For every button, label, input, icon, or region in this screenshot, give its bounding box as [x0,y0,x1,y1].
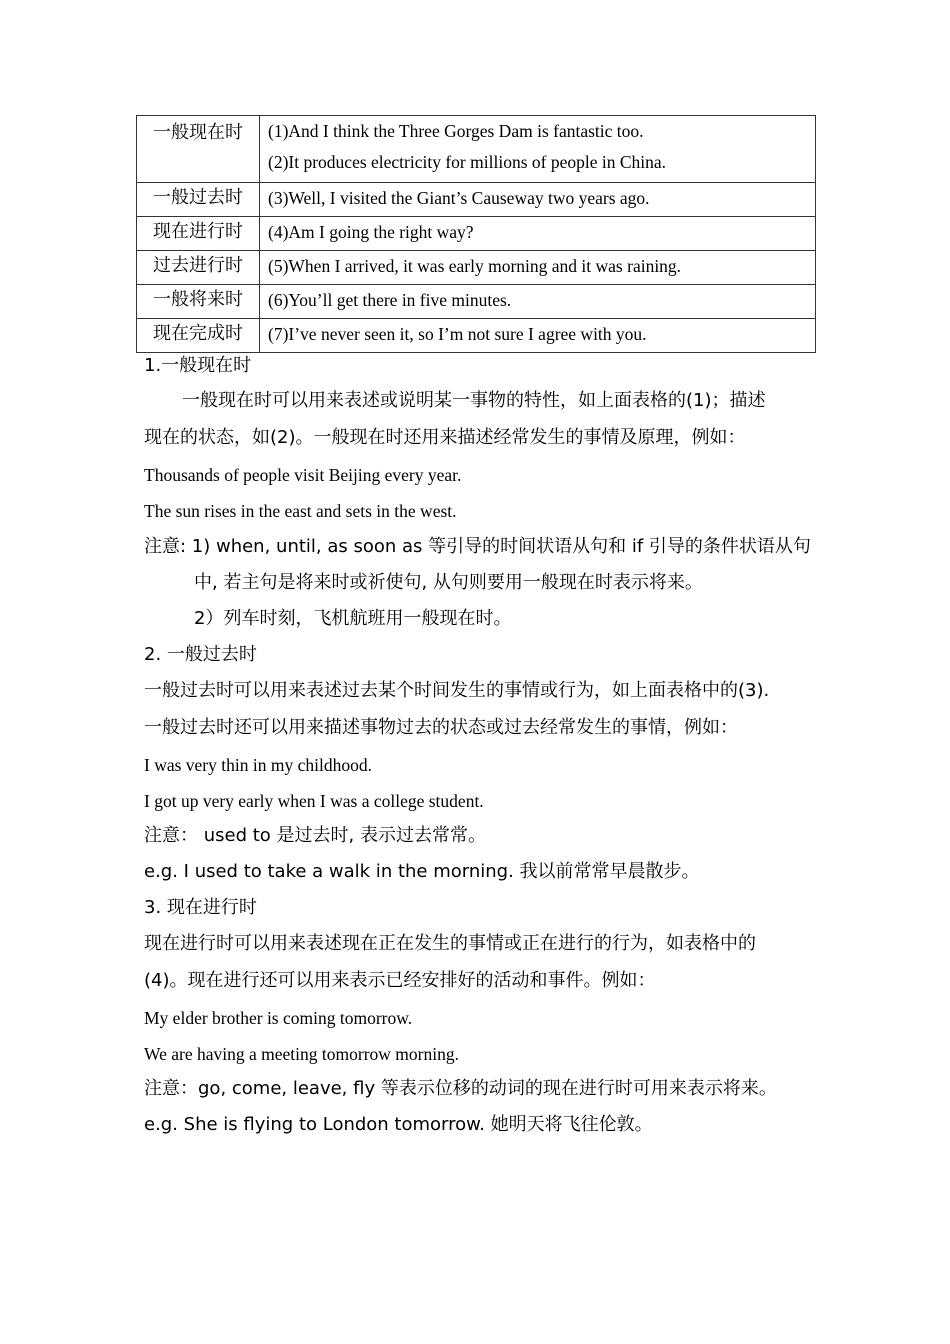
example-sentence: e.g. I used to take a walk in the morning. 我以前常常早晨散步。 [144,861,700,882]
example-sentence: The sun rises in the east and sets in the west. [144,501,457,521]
table-row [137,251,816,285]
tense-cell: 一般将来时 [137,285,260,319]
tense-cell: 一般现在时 [137,116,260,183]
example-sentence: We are having a meeting tomorrow morning. [144,1044,459,1064]
section-heading: 1.一般现在时 [144,355,252,376]
tense-cell: 过去进行时 [137,251,260,285]
table-row [137,183,816,217]
example-sentence: My elder brother is coming tomorrow. [144,1008,413,1028]
paragraph-line: 一般过去时可以用来表述过去某个时间发生的事情或行为，如上面表格中的(3). [144,680,770,701]
table-row [137,319,816,353]
example-sentence: I was very thin in my childhood. [144,755,372,775]
table-row [137,217,816,251]
note-line: 2）列车时刻，飞机航班用一般现在时。 [194,608,512,629]
example-cell [260,116,816,183]
section-heading: 3. 现在进行时 [144,897,257,918]
tense-cell: 现在完成时 [137,319,260,353]
note-line: 注意： used to 是过去时, 表示过去常常。 [144,825,486,846]
table-row [137,285,816,319]
example-text: (5)When I arrived, it was early morning and it was raining. [260,251,816,285]
paragraph-line: 现在的状态，如(2)。一般现在时还用来描述经常发生的事情及原理，例如： [144,427,746,448]
tense-cell: 一般过去时 [137,183,260,217]
table-row [137,116,816,183]
note-line: 注意：go, come, leave, fly 等表示位移的动词的现在进行时可用来表示将来。 [144,1078,777,1099]
example-sentence: e.g. She is flying to London tomorrow. 她明天将飞往伦敦。 [144,1114,653,1135]
paragraph-line: 现在进行时可以用来表述现在正在发生的事情或正在进行的行为，如表格中的 [144,933,756,954]
paragraph-line: (4)。现在进行还可以用来表示已经安排好的活动和事件。例如： [144,970,656,991]
paragraph-line: 一般现在时可以用来表述或说明某一事物的特性，如上面表格的(1)；描述 [182,390,766,411]
paragraph-line: 一般过去时还可以用来描述事物过去的状态或过去经常发生的事情，例如： [144,717,738,738]
tense-table [136,115,816,353]
example-sentence: I got up very early when I was a college student. [144,791,484,811]
note-line: 注意: 1) when, until, as soon as 等引导的时间状语从句和 if 引导的条件状语从句 [144,536,811,557]
note-line: 中, 若主句是将来时或祈使句, 从句则要用一般现在时表示将来。 [194,572,703,593]
example-text: (7)I’ve never seen it, so I’m not sure I agree with you. [260,319,816,353]
example-text: (4)Am I going the right way? [260,217,816,251]
example-sentence: Thousands of people visit Beijing every year. [144,465,462,485]
example-text: (3)Well, I visited the Giant’s Causeway two years ago. [260,183,816,217]
tense-cell: 现在进行时 [137,217,260,251]
section-heading: 2. 一般过去时 [144,644,257,665]
example-text: (6)You’ll get there in five minutes. [260,285,816,319]
example-text: (2)It produces electricity for millions of people in China. [268,152,667,172]
example-text: (1)And I think the Three Gorges Dam is fantastic too. [268,121,644,141]
